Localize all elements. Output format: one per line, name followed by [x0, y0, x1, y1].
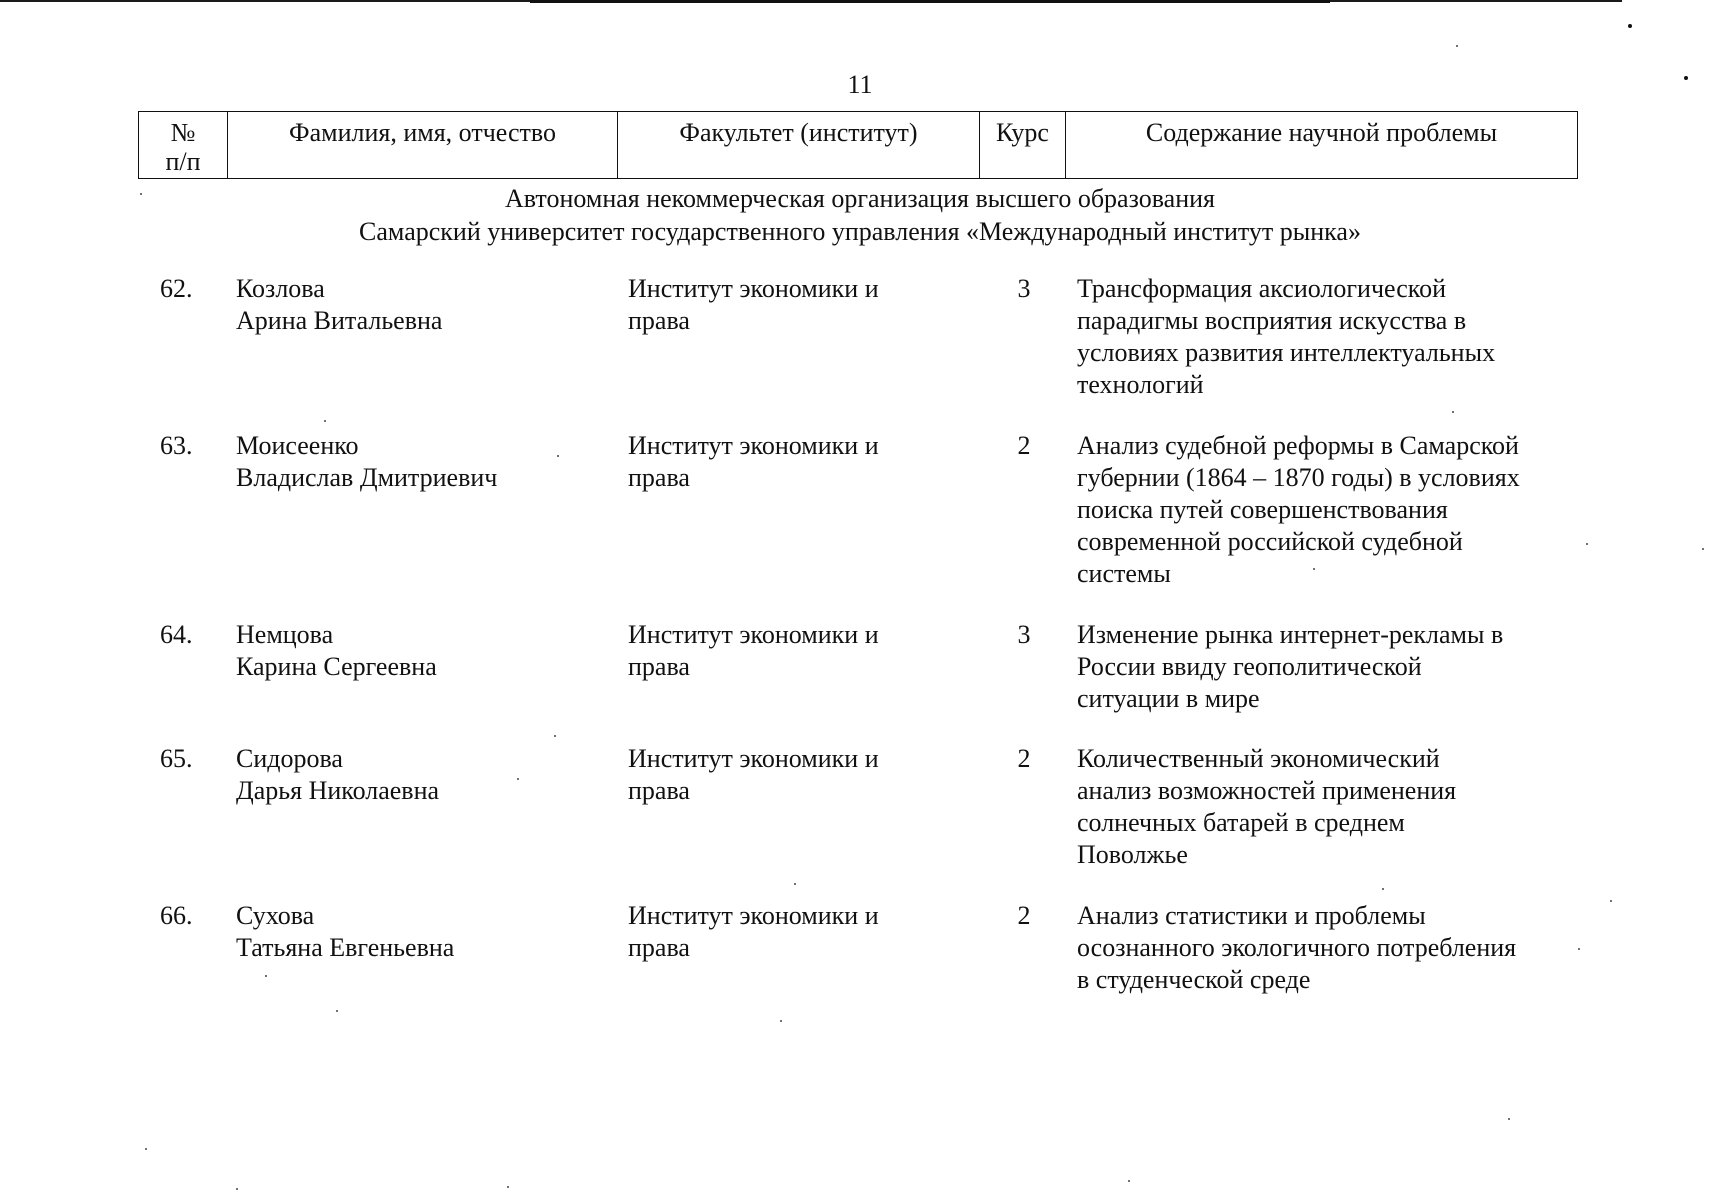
scan-speck [554, 735, 556, 737]
course: 2 [1017, 431, 1031, 460]
full-name [236, 430, 596, 494]
scan-speck [1313, 568, 1315, 570]
row-number: 63. [160, 431, 193, 460]
faculty [628, 619, 968, 683]
research-problem-line: ситуации в мире [1077, 684, 1260, 713]
top-scan-edge-thick [530, 0, 1330, 3]
faculty-line: права [628, 652, 690, 681]
scan-speck [557, 455, 559, 457]
header-name: Фамилия, имя, отчество [228, 112, 618, 178]
faculty-line: Институт экономики и [628, 620, 879, 649]
research-problem-line: в студенческой среде [1077, 965, 1311, 994]
scan-speck [336, 1010, 338, 1012]
research-problem-line: Изменение рынка интернет-рекламы в [1077, 620, 1504, 649]
full-name-line: Сидорова [236, 744, 343, 773]
scan-speck [236, 1188, 238, 1190]
faculty [628, 430, 968, 494]
faculty [628, 273, 968, 337]
header-faculty: Факультет (институт) [618, 112, 980, 178]
organization-line-1: Автономная некоммерческая организация высшего образования [505, 184, 1215, 213]
organization-line-2: Самарский университет государственного управления «Международный институт рынка» [359, 217, 1361, 246]
faculty-line: Институт экономики и [628, 744, 879, 773]
header-num [139, 112, 228, 178]
scan-speck [1452, 411, 1454, 413]
header-num-abbr: п/п [165, 147, 201, 176]
full-name-line: Сухова [236, 901, 315, 930]
scan-speck [1586, 543, 1588, 545]
research-problem-line: анализ возможностей применения [1077, 776, 1457, 805]
full-name [236, 619, 596, 683]
full-name-line: Арина Витальевна [236, 306, 443, 335]
full-name [236, 900, 596, 964]
research-problem-line: современной российской судебной [1077, 527, 1463, 556]
faculty-line: Институт экономики и [628, 901, 879, 930]
scan-speck [324, 420, 326, 422]
scan-speck [1508, 1118, 1510, 1120]
scan-speck [265, 975, 267, 977]
research-problem-line: солнечных батарей в среднем [1077, 808, 1405, 837]
row-number: 66. [160, 901, 193, 930]
full-name-line: Козлова [236, 274, 325, 303]
research-problem [1077, 619, 1597, 715]
header-num-symbol: № [170, 118, 196, 147]
full-name [236, 743, 596, 807]
faculty-line: Институт экономики и [628, 431, 879, 460]
scan-speck [1456, 45, 1458, 47]
research-problem-line: Анализ судебной реформы в Самарской [1077, 431, 1519, 460]
full-name-line: Дарья Николаевна [236, 776, 440, 805]
course: 2 [1017, 744, 1031, 773]
research-problem-line: технологий [1077, 370, 1204, 399]
scan-speck [145, 1148, 147, 1150]
row-number: 62. [160, 274, 193, 303]
scan-speck [794, 883, 796, 885]
research-problem-line: системы [1077, 559, 1171, 588]
research-problem-line: губернии (1864 – 1870 годы) в условиях [1077, 463, 1520, 492]
faculty [628, 743, 968, 807]
research-problem-line: поиска путей совершенствования [1077, 495, 1448, 524]
research-problem [1077, 273, 1597, 401]
scan-speck [1702, 548, 1704, 550]
table-header [138, 111, 1578, 179]
research-problem-line: Количественный экономический [1077, 744, 1440, 773]
scan-speck [517, 778, 519, 780]
research-problem-line: Трансформация аксиологической [1077, 274, 1446, 303]
header-content: Содержание научной проблемы [1145, 118, 1498, 147]
header-course: Курс [980, 112, 1066, 178]
faculty-line: Институт экономики и [628, 274, 879, 303]
research-problem-line: Поволжье [1077, 840, 1188, 869]
research-problem-line: осознанного экологичного потребления [1077, 933, 1517, 962]
scan-speck [1610, 900, 1612, 902]
full-name-line: Татьяна Евгеньевна [236, 933, 455, 962]
scan-speck [1578, 948, 1580, 950]
faculty [628, 900, 968, 964]
page-number: 11 [847, 70, 873, 99]
research-problem-line: условиях развития интеллектуальных [1077, 338, 1496, 367]
research-problem-line: парадигмы восприятия искусства в [1077, 306, 1467, 335]
faculty-line: права [628, 933, 690, 962]
full-name-line: Моисеенко [236, 431, 359, 460]
course: 3 [1017, 274, 1031, 303]
research-problem [1077, 430, 1597, 590]
research-problem-line: Анализ статистики и проблемы [1077, 901, 1426, 930]
scan-speck [507, 1186, 509, 1188]
faculty-line: права [628, 306, 690, 335]
full-name-line: Немцова [236, 620, 334, 649]
row-number: 65. [160, 744, 193, 773]
research-problem [1077, 743, 1597, 871]
full-name [236, 273, 596, 337]
full-name-line: Карина Сергеевна [236, 652, 437, 681]
scan-speck [1628, 24, 1632, 28]
research-problem [1077, 900, 1597, 996]
row-number: 64. [160, 620, 193, 649]
faculty-line: права [628, 776, 690, 805]
scan-speck [780, 1020, 782, 1022]
scan-speck [140, 193, 142, 195]
course: 3 [1017, 620, 1031, 649]
full-name-line: Владислав Дмитриевич [236, 463, 498, 492]
scan-speck [1684, 76, 1688, 80]
faculty-line: права [628, 463, 690, 492]
scan-speck [1382, 888, 1384, 890]
scan-speck [1128, 1180, 1130, 1182]
research-problem-line: России ввиду геополитической [1077, 652, 1422, 681]
course: 2 [1017, 901, 1031, 930]
